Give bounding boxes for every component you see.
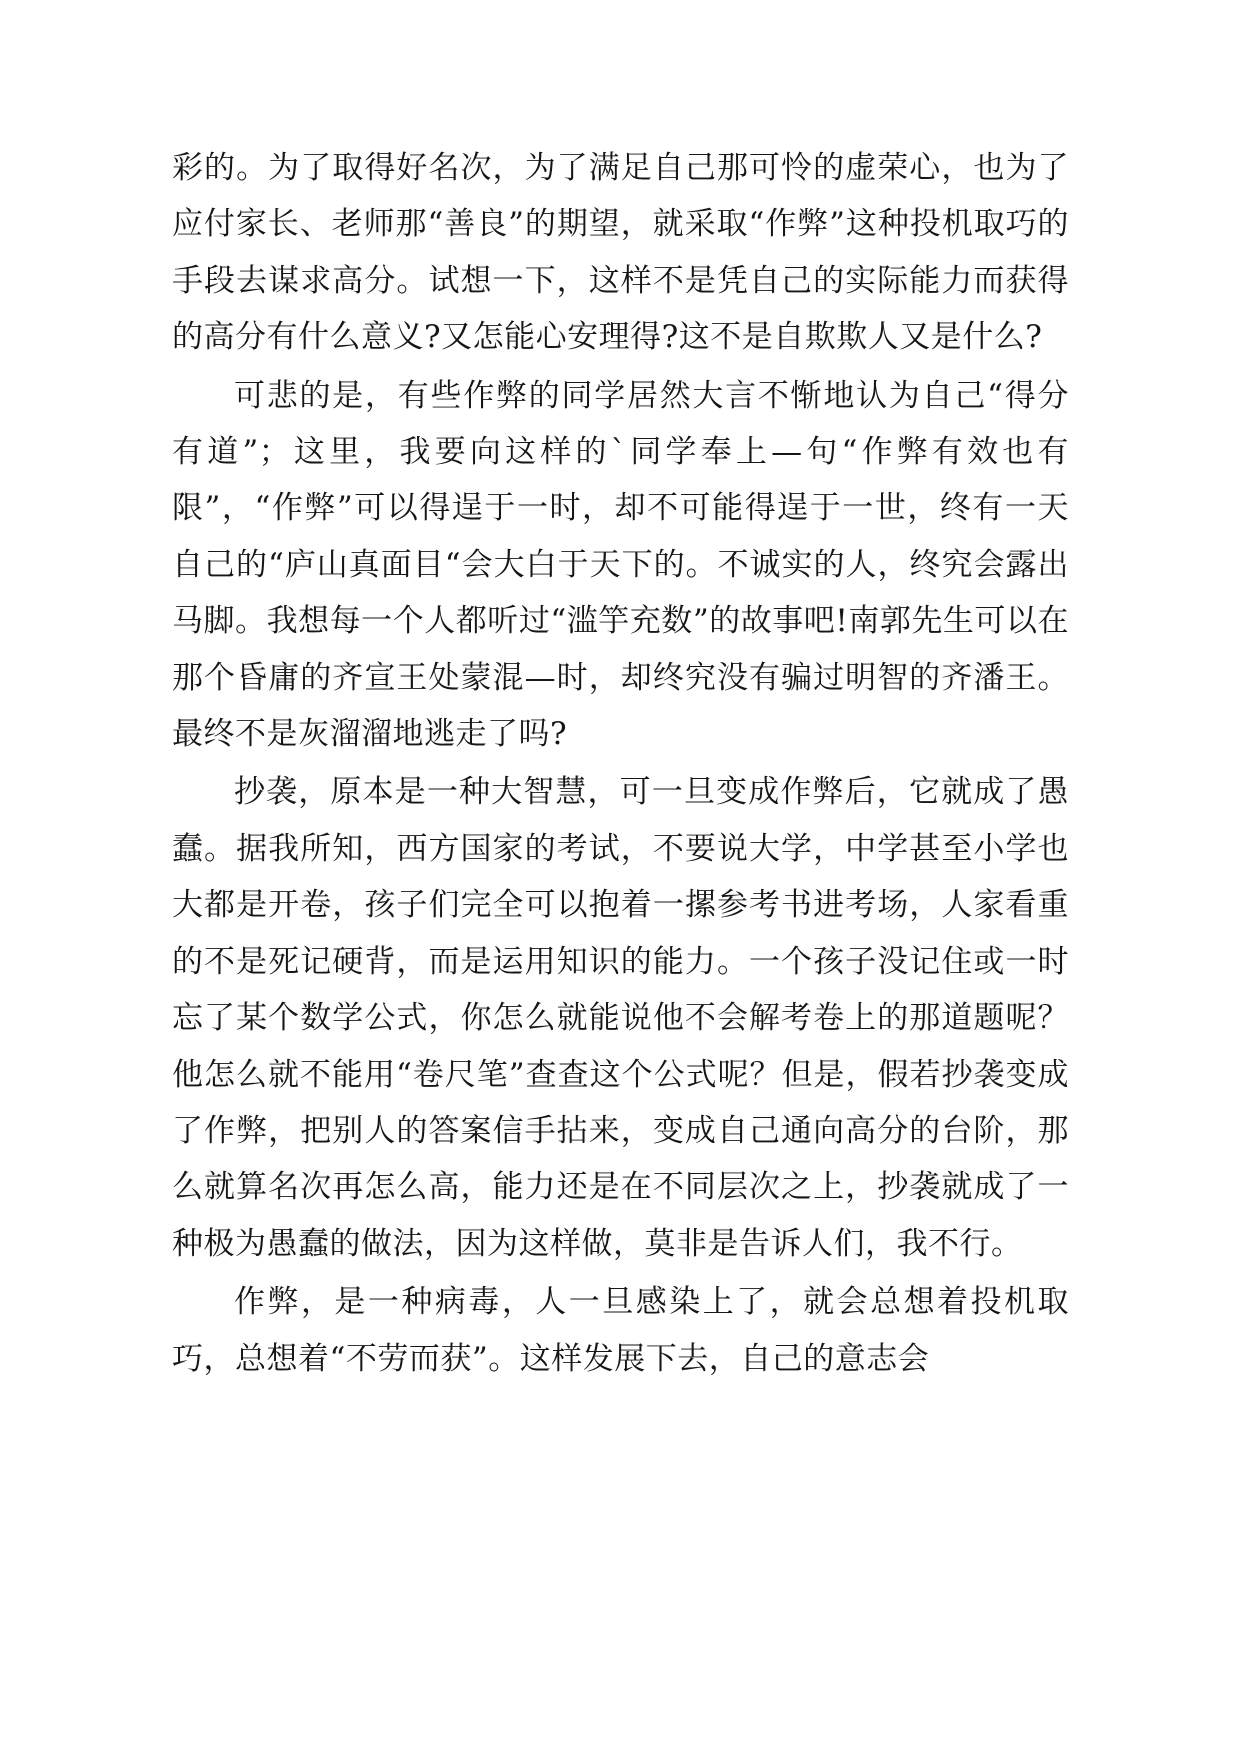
paragraph-4: 作弊，是一种病毒，人一旦感染上了，就会总想着投机取巧，总想着“不劳而获”。这样发展下去，自己的意志会: [172, 1284, 1069, 1377]
paragraph-3: 抄袭，原本是一种大智慧，可一旦变成作弊后，它就成了愚蠢。据我所知，西方国家的考试，不要说大学，中学甚至小学也大都是开卷，孩子们完全可以抱着一摞参考书进考场，人家看重的不是死记硬背，而是运用知识的能力。一个孩子没记住或一时忘了某个数学公式，你怎么就能说他不会解考卷上的那道题呢？他怎么就不能用“卷尺笔”查查这个公式呢？但是，假若抄袭变成了作弊，把别人的答案信手拈来，变成自己通向高分的台阶，那么就算名次再怎么高，能力还是在不同层次之上，抄袭就成了一种极为愚蠢的做法，因为这样做，莫非是告诉人们，我不行。: [172, 774, 1069, 1262]
document-body: [172, 140, 1069, 1387]
paragraph-1: 彩的。为了取得好名次，为了满足自己那可怜的虚荣心，也为了应付家长、老师那“善良”的期望，就采取“作弊”这种投机取巧的手段去谋求高分。试想一下，这样不是凭自己的实际能力而获得的高分有什么意义?又怎能心安理得?这不是自欺欺人又是什么?: [172, 150, 1069, 356]
paragraph-2: 可悲的是，有些作弊的同学居然大言不惭地认为自己“得分有道”；这里，我要向这样的`同学奉上—句“作弊有效也有限”，“作弊”可以得逞于一时，却不可能得逞于一世，终有一天自己的“庐山真面目“会大白于天下的。不诚实的人，终究会露出马脚。我想每一个人都听过“滥竽充数”的故事吧!南郭先生可以在那个昏庸的齐宣王处蒙混—时，却终究没有骗过明智的齐潘王。最终不是灰溜溜地逃走了吗?: [172, 377, 1069, 753]
